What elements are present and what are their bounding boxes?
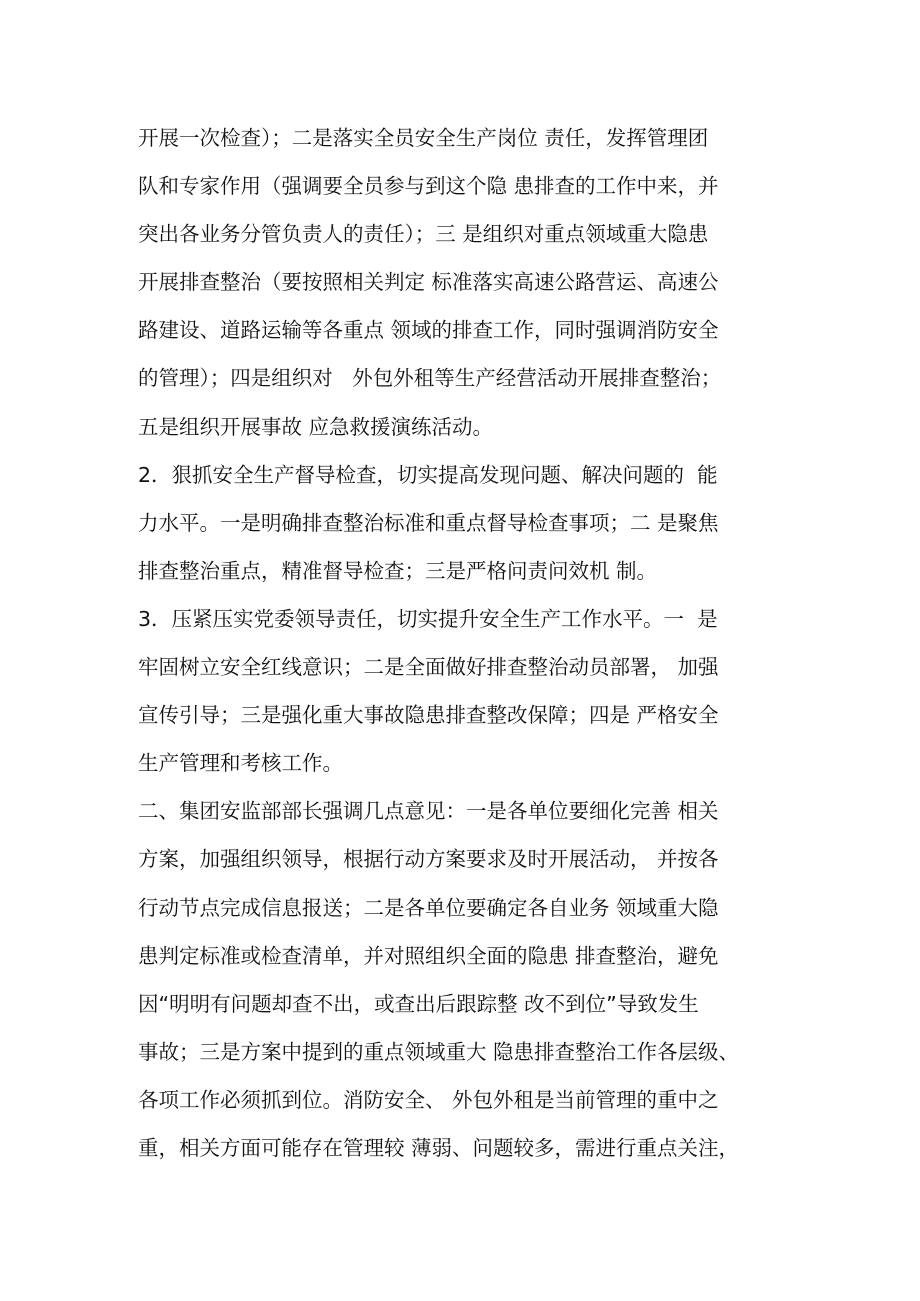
text-line: 力水平。一是明确排查整治标准和重点督导检查事项；二 是聚焦 [138,510,719,535]
text-line: 五是组织开展事故 应急救援演练活动。 [138,414,494,439]
text-line: 生产管理和考核工作。 [138,751,343,776]
text-line: 患判定标准或检查清单，并对照组织全面的隐患 排查整治，避免 [138,943,719,968]
text-line: 方案，加强组织领导，根据行动方案要求及时开展活动， 并按各 [138,847,719,872]
text-line: 开展一次检查）；二是落实全员安全生产岗位 责任，发挥管理团 [138,126,709,150]
text-line: 二、集团安监部部长强调几点意见：一是各单位要细化完善 相关 [138,799,719,824]
text-line: 的管理）；四是组织对 外包外租等生产经营活动开展排查整治； [138,366,722,391]
text-line: 2．狠抓安全生产督导检查，切实提高发现问题、解决问题的 能 [138,462,718,487]
text-line: 各项工作必须抓到位。消防安全、 外包外租是当前管理的重中之 [138,1087,719,1112]
text-line: 队和专家作用（强调要全员参与到这个隐 患排查的工作中来，并 [138,174,719,199]
text-line: 行动节点完成信息报送；二是各单位要确定各自业务 领域重大隐 [138,895,719,920]
text-line: 事故；三是方案中提到的重点领域重大 隐患排查整治工作各层级、 [138,1039,740,1064]
text-line: 3．压紧压实党委领导责任，切实提升安全生产工作水平。一 是 [138,606,718,631]
text-line: 路建设、道路运输等各重点 领域的排查工作，同时强调消防安全 [138,318,719,343]
text-line: 突出各业务分管负责人的责任）；三 是组织对重点领域重大隐患 [138,222,709,247]
body-text [138,114,798,1172]
text-line: 牢固树立安全红线意识；二是全面做好排查整治动员部署， 加强 [138,655,719,680]
text-line: 排查整治重点，精准督导检查；三是严格问责问效机 制。 [138,558,658,583]
text-line: 宣传引导；三是强化重大事故隐患排查整改保障；四是 严格安全 [138,703,719,728]
text-line: 重，相关方面可能存在管理较 薄弱、问题较多，需进行重点关注， [138,1135,740,1160]
text-line: 因“明明有问题却查不出，或查出后跟踪整 改不到位”导致发生 [138,991,699,1016]
text-line: 开展排查整治（要按照相关判定 标准落实高速公路营运、高速公 [138,270,719,295]
